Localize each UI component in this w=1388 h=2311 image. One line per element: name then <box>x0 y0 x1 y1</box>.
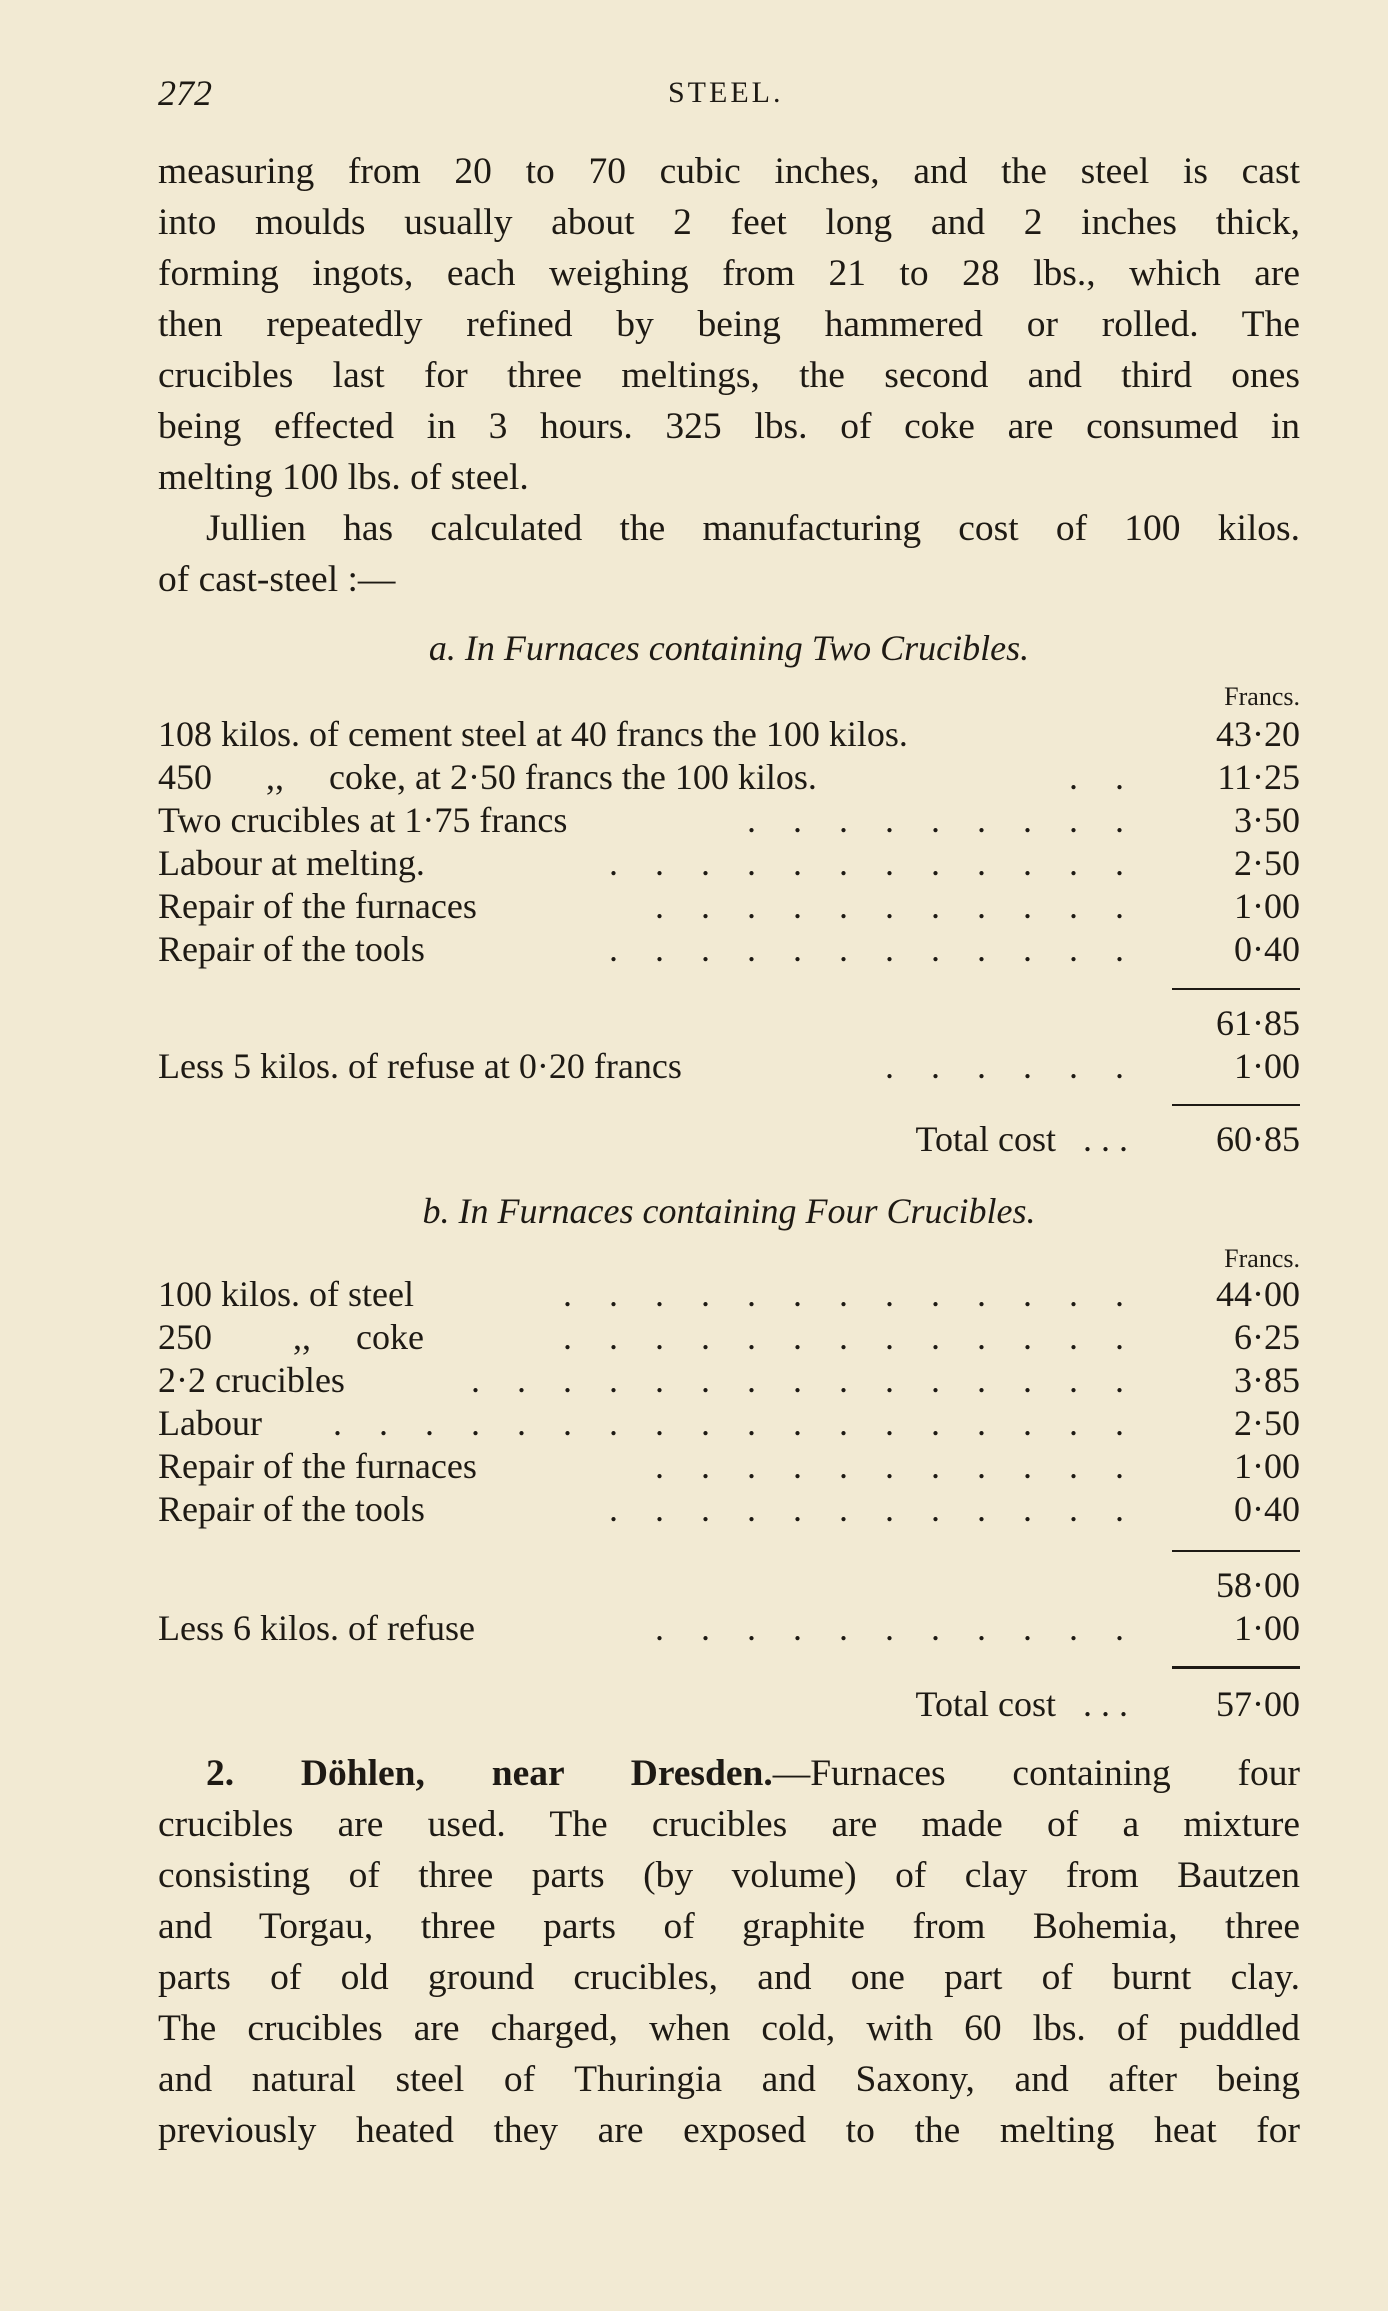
running-head: STEEL. <box>668 76 784 109</box>
leader-dots: . . . . . . . . . <box>747 800 1138 840</box>
text-line: and Torgau, three parts of graphite from Bohemia, three <box>158 1906 1300 1947</box>
leader-dots: . . <box>1069 757 1138 797</box>
text-line: crucibles last for three meltings, the second and third ones <box>158 355 1300 396</box>
row-amount: 43·20 <box>1216 714 1300 754</box>
text-fragment: —Furnaces containing four <box>772 1753 1300 1794</box>
text-line: then repeatedly refined by being hammered or rolled. The <box>158 304 1300 345</box>
row-amount: 3·50 <box>1234 800 1300 840</box>
jullien-paragraph <box>158 503 1300 605</box>
row-label: Repair of the furnaces <box>158 1446 477 1486</box>
table-row <box>158 1607 1300 1650</box>
table-row <box>158 756 1300 799</box>
table-row <box>158 1273 1300 1316</box>
table-row <box>158 1316 1300 1359</box>
text-line: forming ingots, each weighing from 21 to 28 lbs., which are <box>158 253 1300 294</box>
row-amount: 1·00 <box>1234 1046 1300 1086</box>
row-amount: 0·40 <box>1234 929 1300 969</box>
row-amount: 1·00 <box>1234 886 1300 926</box>
leader-dots: . . . . . . . . . . . <box>655 1446 1138 1486</box>
table-row <box>158 885 1300 928</box>
table-row <box>158 1445 1300 1488</box>
row-label: 250 ,, coke <box>158 1317 424 1357</box>
section-a-heading: a. In Furnaces containing Two Crucibles. <box>428 628 1030 668</box>
total-amount: 60·85 <box>1216 1119 1300 1159</box>
subtotal-amount: 58·00 <box>1216 1565 1300 1605</box>
row-amount: 6·25 <box>1234 1317 1300 1357</box>
table-row <box>158 1488 1300 1531</box>
row-label: Repair of the tools <box>158 929 425 969</box>
text-line <box>158 1748 1300 1799</box>
leader-dots: . . . . . . . . . . . . <box>609 1489 1138 1529</box>
leader-dots: . . . . . . <box>885 1046 1138 1086</box>
row-amount: 1·00 <box>1234 1446 1300 1486</box>
section-lead: 2. Döhlen, near Dresden. <box>206 1753 773 1794</box>
row-label: Repair of the furnaces <box>158 886 477 926</box>
row-label: 100 kilos. of steel <box>158 1274 414 1314</box>
intro-paragraph <box>158 146 1300 503</box>
row-label: Less 6 kilos. of refuse <box>158 1608 475 1648</box>
text-line: consisting of three parts (by volume) of clay from Bautzen <box>158 1855 1300 1896</box>
subtotal-row <box>158 1564 1300 1610</box>
page-header <box>158 72 1300 122</box>
subtotal-row <box>158 1002 1300 1048</box>
total-row <box>158 1683 1300 1729</box>
leader-dots: . . . . . . . . . . . <box>655 1608 1138 1648</box>
leader-dots: . . . . . . . . . . . . . <box>563 1317 1138 1357</box>
row-amount: 44·00 <box>1216 1274 1300 1314</box>
row-label: 2·2 crucibles <box>158 1360 345 1400</box>
text-line: and natural steel of Thuringia and Saxony, and after being <box>158 2059 1300 2100</box>
table-row <box>158 842 1300 885</box>
table-row <box>158 799 1300 842</box>
table-row <box>158 1402 1300 1445</box>
text-line: melting 100 lbs. of steel. <box>158 457 529 498</box>
table-row <box>158 713 1300 756</box>
total-label: Total cost . . . <box>915 1684 1128 1724</box>
total-rule <box>1172 1104 1300 1106</box>
section-b-table <box>158 1273 1300 1531</box>
row-label: Less 5 kilos. of refuse at 0·20 francs <box>158 1046 682 1086</box>
row-amount: 1·00 <box>1234 1608 1300 1648</box>
leader-dots: . . . . . . . . . . . . <box>609 929 1138 969</box>
leader-dots: . . . . . . . . . . . . . . . . . . <box>333 1403 1138 1443</box>
text-line: into moulds usually about 2 feet long and 2 inches thick, <box>158 202 1300 243</box>
sum-rule <box>1172 1550 1300 1552</box>
row-label: 450 ,, coke, at 2·50 francs the 100 kilos. <box>158 757 817 797</box>
dohlen-paragraph <box>158 1748 1300 2156</box>
row-label: Repair of the tools <box>158 1489 425 1529</box>
row-amount: 11·25 <box>1217 757 1300 797</box>
leader-dots: . . . . . . . . . . . . . <box>563 1274 1138 1314</box>
sum-rule <box>1172 988 1300 990</box>
text-line: crucibles are used. The crucibles are made of a mixture <box>158 1804 1300 1845</box>
text-line: previously heated they are exposed to the melting heat for <box>158 2110 1300 2151</box>
section-b-currency: Francs. <box>1224 1244 1300 1273</box>
row-amount: 2·50 <box>1234 1403 1300 1443</box>
leader-dots: . . . . . . . . . . . . <box>609 843 1138 883</box>
leader-dots: . . . . . . . . . . . <box>655 886 1138 926</box>
text-line: being effected in 3 hours. 325 lbs. of coke are consumed in <box>158 406 1300 447</box>
text-line: Jullien has calculated the manufacturing cost of 100 kilos. <box>206 508 1300 549</box>
total-row <box>158 1118 1300 1164</box>
row-amount: 3·85 <box>1234 1360 1300 1400</box>
table-row <box>158 1045 1300 1088</box>
row-label: Labour at melting. <box>158 843 425 883</box>
section-a-currency: Francs. <box>1224 682 1300 711</box>
leader-dots: . . . . . . . . . . . . . . . <box>471 1360 1138 1400</box>
book-page <box>158 0 1300 2311</box>
table-row <box>158 1359 1300 1402</box>
text-line: The crucibles are charged, when cold, with 60 lbs. of puddled <box>158 2008 1300 2049</box>
section-a-table <box>158 713 1300 971</box>
row-amount: 0·40 <box>1234 1489 1300 1529</box>
less-row-wrap <box>158 1045 1300 1088</box>
row-amount: 2·50 <box>1234 843 1300 883</box>
total-label: Total cost . . . <box>915 1119 1128 1159</box>
total-amount: 57·00 <box>1216 1684 1300 1724</box>
row-label: 108 kilos. of cement steel at 40 francs the 100 kilos. <box>158 714 908 754</box>
page-number: 272 <box>158 73 212 113</box>
text-line: parts of old ground crucibles, and one part of burnt clay. <box>158 1957 1300 1998</box>
table-row <box>158 928 1300 971</box>
text-line: of cast-steel :— <box>158 559 396 600</box>
total-rule <box>1172 1666 1300 1669</box>
row-label: Two crucibles at 1·75 francs <box>158 800 568 840</box>
text-line: measuring from 20 to 70 cubic inches, and the steel is cast <box>158 151 1300 192</box>
subtotal-amount: 61·85 <box>1216 1003 1300 1043</box>
less-row-wrap <box>158 1607 1300 1650</box>
row-label: Labour <box>158 1403 262 1443</box>
section-b-heading: b. In Furnaces containing Four Crucibles. <box>422 1191 1036 1231</box>
